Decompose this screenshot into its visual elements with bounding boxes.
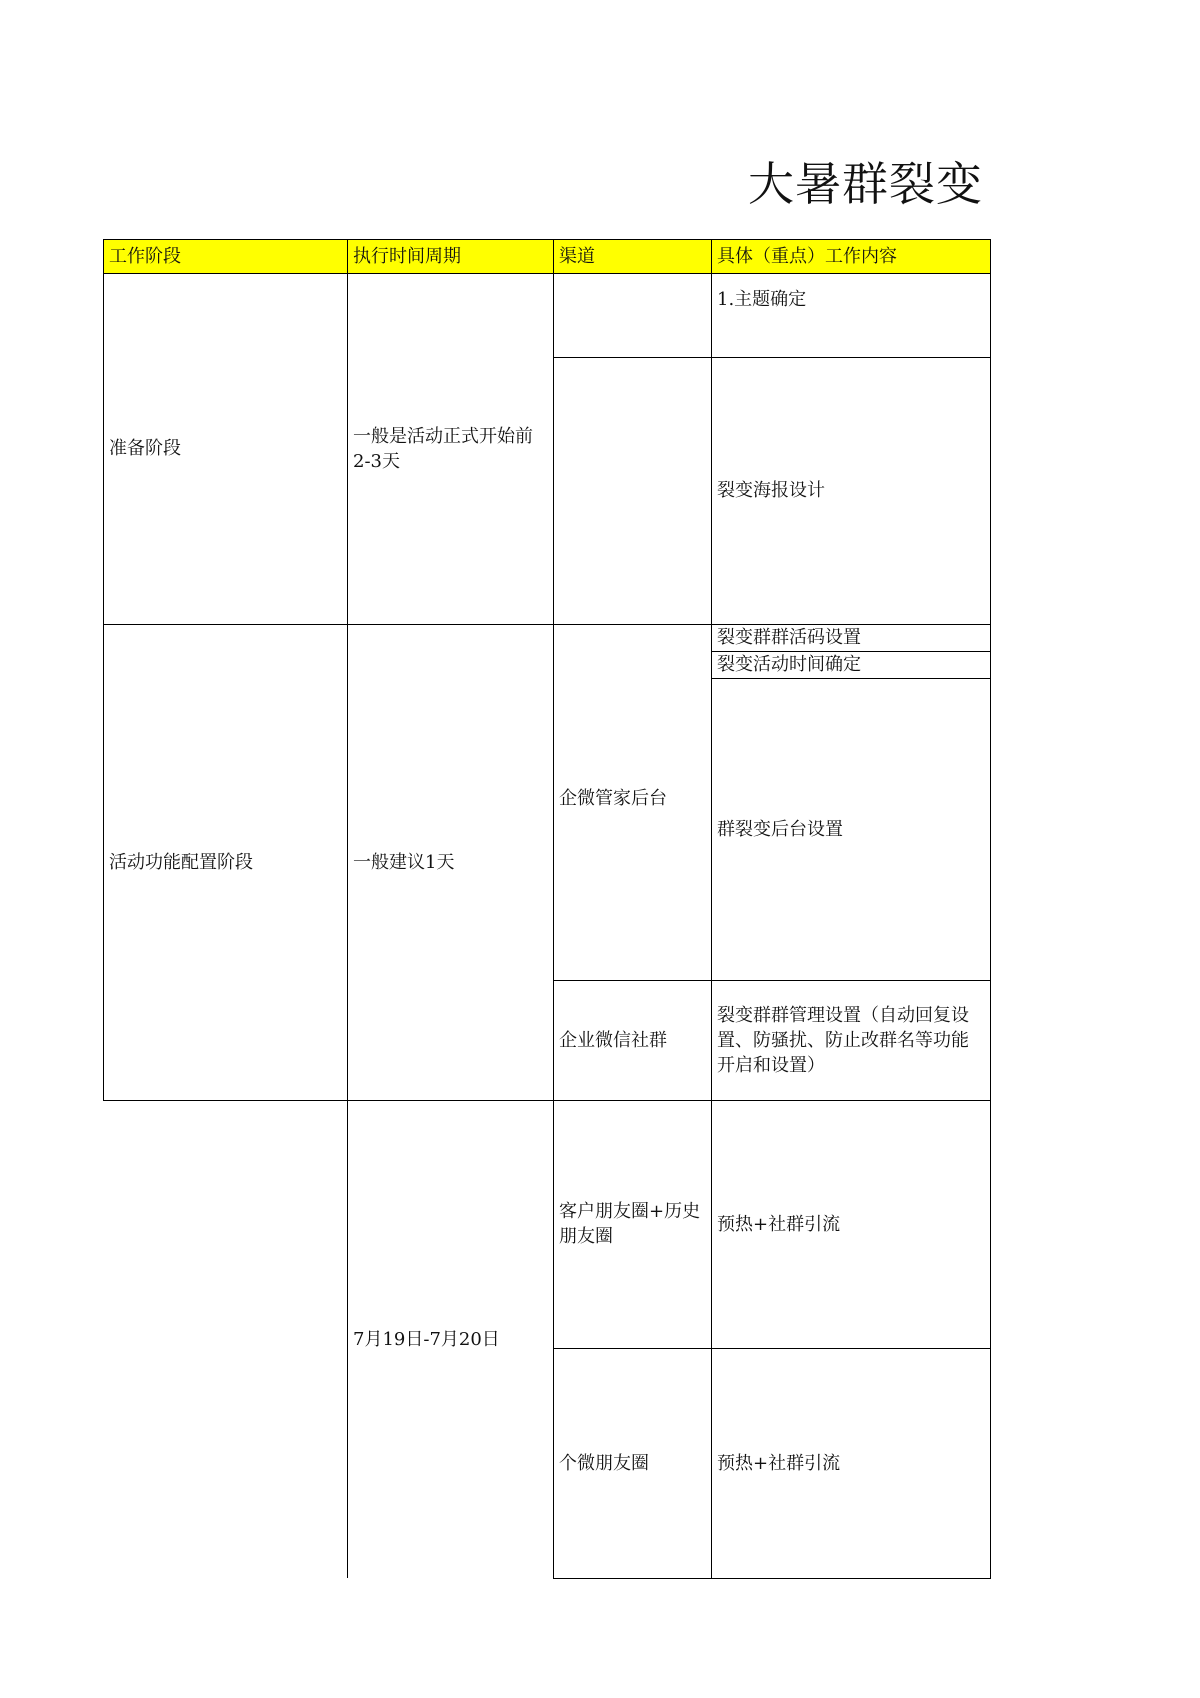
grid-line xyxy=(553,980,991,981)
header-stage: 工作阶段 xyxy=(103,239,347,273)
period-preheat: 7月19日-7月20日 xyxy=(353,1328,500,1350)
grid-line xyxy=(553,239,554,1579)
header-channel: 渠道 xyxy=(553,239,711,273)
grid-line xyxy=(553,1348,991,1349)
content-poster: 裂变海报设计 xyxy=(717,480,825,501)
header-period: 执行时间周期 xyxy=(347,239,553,273)
channel-poster xyxy=(553,357,711,624)
period-config: 一般建议1天 xyxy=(353,851,455,873)
content-activity-time: 裂变活动时间确定 xyxy=(717,654,861,675)
content-live-code: 裂变群群活码设置 xyxy=(717,627,861,648)
grid-line xyxy=(553,1578,991,1579)
channel-customer-moments: 客户朋友圈+历史朋友圈 xyxy=(559,1201,701,1247)
grid-line xyxy=(103,239,104,1101)
channel-wecom-group: 企业微信社群 xyxy=(559,1029,667,1051)
grid-line xyxy=(711,239,712,1579)
stage-prepare: 准备阶段 xyxy=(109,438,181,459)
period-prepare xyxy=(347,273,553,624)
channel-admin-backend: 企微管家后台 xyxy=(559,788,667,809)
page-title: 大暑群裂变 xyxy=(748,157,983,211)
grid-line xyxy=(103,1100,991,1101)
stage-config: 活动功能配置阶段 xyxy=(109,851,253,873)
channel-topic xyxy=(553,273,711,357)
content-preheat-1: 预热+社群引流 xyxy=(717,1213,841,1235)
grid-line xyxy=(711,678,991,679)
grid-line xyxy=(103,273,991,274)
content-preheat-2: 预热+社群引流 xyxy=(717,1452,841,1474)
grid-line xyxy=(990,239,991,1579)
content-topic: 1.主题确定 xyxy=(717,289,807,310)
grid-line xyxy=(347,239,348,1578)
grid-line xyxy=(103,624,991,625)
content-group-management: 裂变群群管理设置（自动回复设置、防骚扰、防止改群名等功能开启和设置） xyxy=(717,1004,969,1076)
grid-line xyxy=(103,239,991,240)
channel-personal-moments: 个微朋友圈 xyxy=(559,1452,649,1473)
header-content: 具体（重点）工作内容 xyxy=(711,239,991,273)
period-prepare-text: 一般是活动正式开始前2-3天 xyxy=(353,425,533,472)
grid-line xyxy=(711,651,991,652)
grid-line xyxy=(553,357,991,358)
content-backend-setup: 群裂变后台设置 xyxy=(717,818,843,840)
